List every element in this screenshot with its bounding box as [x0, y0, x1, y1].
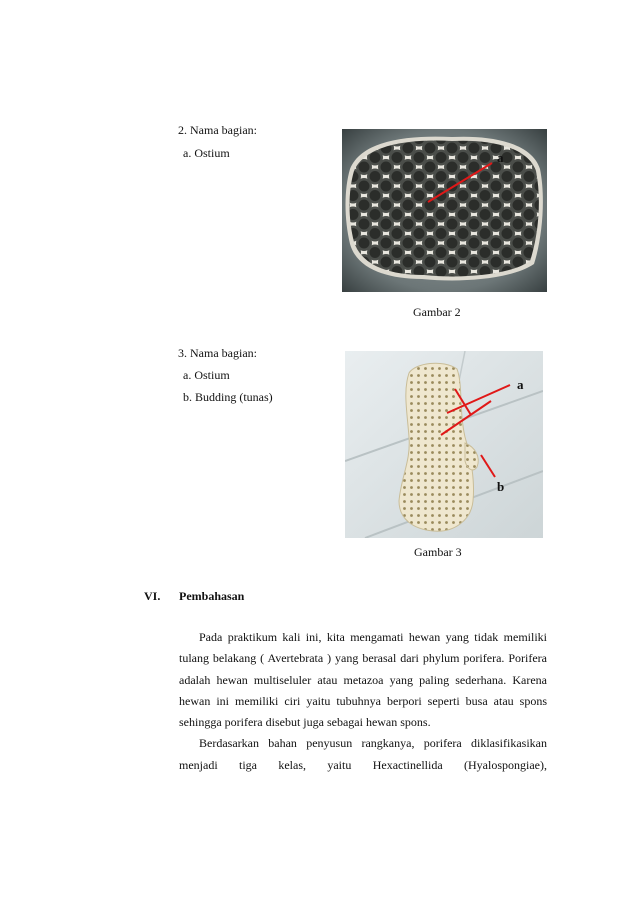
item3-part-b: b. Budding (tunas) [183, 390, 273, 404]
figure-2-label-a: a [497, 150, 504, 165]
figure-3-caption: Gambar 3 [414, 545, 462, 559]
discussion-text [179, 627, 547, 776]
item2-title: 2. Nama bagian: [178, 123, 257, 137]
figure-3-label-a: a [517, 377, 524, 392]
section-title: Pembahasan [179, 589, 245, 603]
paragraph-2: Berdasarkan bahan penyusun rangkanya, porifera diklasifikasikan menjadi tiga kelas, yaitu Hexactinellida (Hyalospongiae), [179, 736, 547, 772]
item3-part-a: a. Ostium [183, 368, 230, 382]
figure-3-photo [345, 351, 543, 538]
item3-title: 3. Nama bagian: [178, 346, 257, 360]
section-number: VI. [144, 589, 161, 603]
item2-part-a: a. Ostium [183, 146, 230, 160]
figure-2-caption: Gambar 2 [413, 305, 461, 319]
paragraph-1: Pada praktikum kali ini, kita mengamati hewan yang tidak memiliki tulang belakang ( Avertebrata ) yang berasal dari phylum porifera. Porifera adalah hewan multiseluler atau metazoa yang paling sederhana. Karena hewan ini memiliki ciri yaitu tubuhnya berpori seperti busa atau spons sehingga porifera disebut juga sebagai hewan spons. [179, 630, 547, 730]
figure-2-photo [342, 129, 547, 292]
figure-3-label-b: b [497, 479, 505, 494]
